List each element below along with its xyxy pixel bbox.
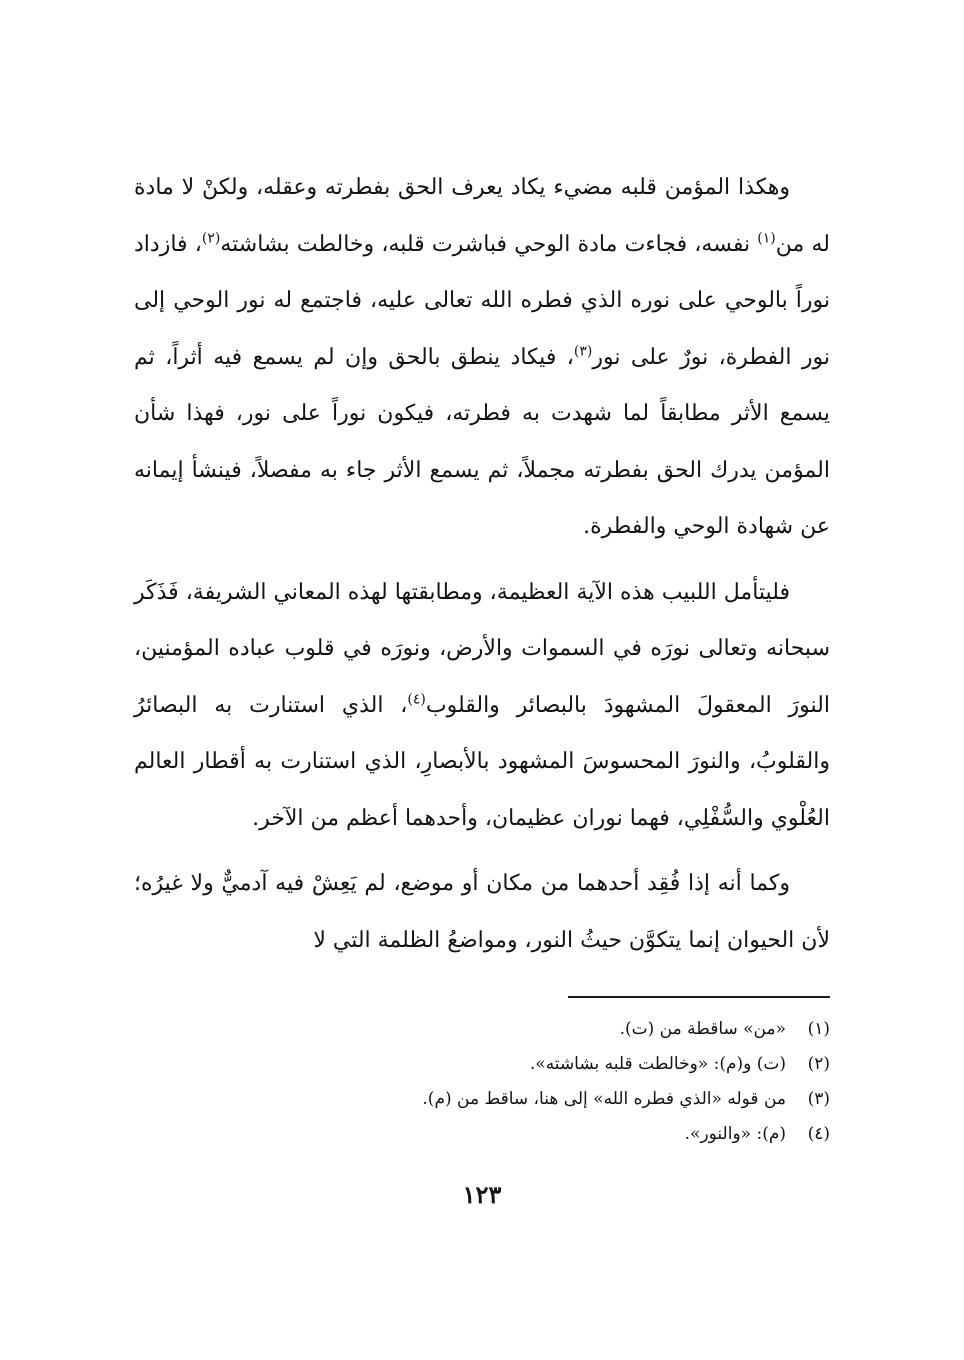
footnote-text: (م): «والنور».: [684, 1124, 786, 1144]
footnote-text: (ت) و(م): «وخالطت قلبه بشاشته».: [529, 1054, 786, 1074]
body-paragraph: [134, 856, 830, 969]
paragraph-text: وهكذا المؤمن قلبه مضيء يكاد يعرف الحق بفطرته وعقله، ولكنْ لا مادة له من: [134, 175, 830, 257]
paragraph-text: نفسه، فجاءت مادة الوحي فباشرت قلبه، وخالطت بشاشته: [220, 231, 758, 257]
footnote-separator: [568, 996, 830, 998]
paragraph-text: فليتأمل اللبيب هذه الآية العظيمة، ومطابقتها لهذه المعاني الشريفة، فَذَكَر سبحانه وتعالى نورَه في السموات والأرض، ونورَه في قلوب عباده المؤمنين، النورَ المعقولَ المشهودَ بالبصائر والقلوب: [134, 579, 830, 718]
footnote-reference: (١): [757, 230, 776, 247]
footnote-text: من قوله «الذي فطره الله» إلى هنا، ساقط من (م).: [422, 1089, 786, 1109]
footnote-reference: (٢): [201, 230, 221, 247]
footnote-reference: (٤): [407, 691, 426, 708]
footnote-number: (١): [807, 1019, 830, 1039]
footnote-number: (٢): [807, 1054, 830, 1074]
paragraph-text: ، فازداد نوراً بالوحي على نوره الذي فطره الله تعالى عليه، فاجتمع له نور الوحي إلى نور الفطرة، نورٌ على نور: [134, 231, 830, 370]
paragraph-text: ، فيكاد ينطق بالحق وإن لم يسمع فيه أثراً، ثم يسمع الأثر مطابقاً لما شهدت به فطرته، فيكون نوراً على نور، فهذا شأن المؤمن يدرك الحق بفطرته مجملاً، ثم يسمع الأثر جاء به مفصلاً، فينشأ إيمانه عن شهادة الوحي والفطرة.: [134, 344, 830, 539]
footnote-number: (٤): [807, 1124, 830, 1144]
main-text-body: [134, 160, 830, 969]
footnote-number: (٣): [807, 1089, 830, 1109]
footnote-item: [134, 1012, 830, 1047]
footnotes-section: [134, 1012, 830, 1152]
paragraph-text: وكما أنه إذا فُقِد أحدهما من مكان أو موضع، لم يَعِشْ فيه آدميٌّ ولا غيرُه؛ لأن الحيوان إنما يتكوَّن حيثُ النور، ومواضعُ الظلمة التي لا: [134, 871, 830, 953]
body-paragraph: [134, 565, 830, 848]
footnote-item: [134, 1117, 830, 1152]
page-number: ١٢٣: [462, 1180, 502, 1209]
footnote-text: «من» ساقطة من (ت).: [619, 1019, 786, 1039]
footnote-reference: (٣): [573, 343, 593, 360]
footnote-item: [134, 1082, 830, 1117]
body-paragraph: [134, 160, 830, 556]
footnote-item: [134, 1047, 830, 1082]
paragraph-text: ، الذي استنارت به البصائرُ والقلوبُ، والنورَ المحسوسَ المشهود بالأبصارِ، الذي استنارت به أقطار العالم العُلْوي والسُّفْلِي، فهما نوران عظيمان، وأحدهما أعظم من الآخر.: [134, 692, 830, 831]
